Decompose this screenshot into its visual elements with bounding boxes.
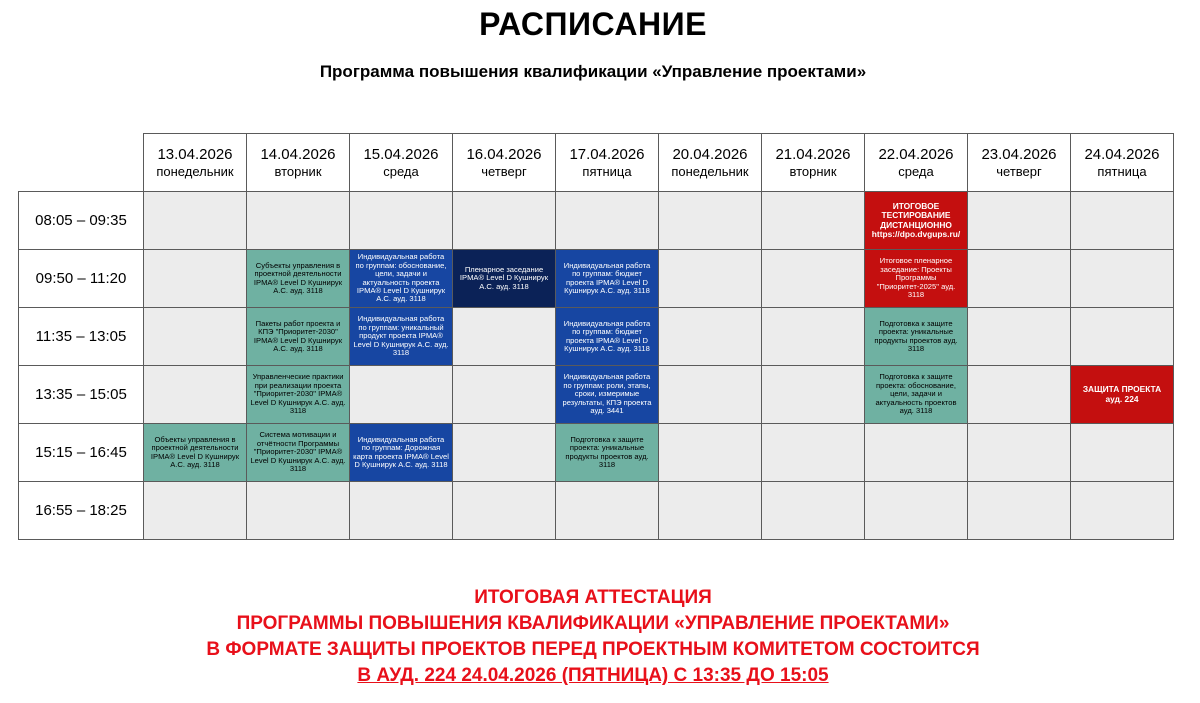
schedule-cell [865, 192, 968, 250]
empty-slot [968, 192, 1071, 250]
day-weekday: вторник [789, 164, 837, 179]
schedule-cell [556, 250, 659, 308]
day-date: 15.04.2026 [363, 146, 439, 163]
day-header [1071, 134, 1174, 192]
day-header [659, 134, 762, 192]
event-block: Пленарное заседание IPMA® Level D Кушнирук А.С. ауд. 3118 [453, 250, 555, 307]
time-slot-label: 15:15 – 16:45 [19, 424, 144, 482]
empty-slot [659, 308, 762, 366]
empty-slot [247, 482, 350, 540]
notice-line: ИТОГОВАЯ АТТЕСТАЦИЯ [474, 587, 712, 608]
schedule-cell [865, 250, 968, 308]
day-header [247, 134, 350, 192]
day-weekday: четверг [481, 164, 527, 179]
empty-slot [247, 192, 350, 250]
empty-slot [144, 250, 247, 308]
event-block: Индивидуальная работа по группам: бюджет проекта IPMA® Level D Кушнирук А.С. ауд. 3118 [556, 308, 658, 365]
empty-slot [350, 482, 453, 540]
schedule-cell [1071, 366, 1174, 424]
page-title: РАСПИСАНИЕ [479, 6, 707, 42]
empty-slot [968, 482, 1071, 540]
day-date: 14.04.2026 [260, 146, 336, 163]
empty-slot [1071, 308, 1174, 366]
time-row [19, 424, 1174, 482]
empty-slot [350, 192, 453, 250]
day-weekday: понедельник [671, 164, 749, 179]
day-header [453, 134, 556, 192]
schedule-cell [556, 424, 659, 482]
event-block: Объекты управления в проектной деятельности IPMA® Level D Кушнирук А.С. ауд. 3118 [144, 424, 246, 481]
empty-slot [762, 192, 865, 250]
empty-slot [1071, 424, 1174, 482]
event-block: Система мотивации и отчётности Программы "Приоритет-2030" IPMA® Level D Кушнирук А.С. ауд. 3118 [247, 424, 349, 481]
empty-slot [865, 424, 968, 482]
day-header [865, 134, 968, 192]
empty-slot [453, 308, 556, 366]
schedule-cell [350, 424, 453, 482]
schedule-cell [865, 366, 968, 424]
empty-slot [1071, 250, 1174, 308]
empty-slot [453, 424, 556, 482]
empty-slot [659, 192, 762, 250]
empty-slot [865, 482, 968, 540]
empty-slot [659, 366, 762, 424]
empty-slot [453, 192, 556, 250]
day-date: 23.04.2026 [981, 146, 1057, 163]
empty-slot [144, 192, 247, 250]
event-block: Индивидуальная работа по группам: уникальный продукт проекта IPMA® Level D Кушнирук А.С. ауд. 3118 [350, 308, 452, 365]
empty-slot [1071, 192, 1174, 250]
day-weekday: пятница [582, 164, 632, 179]
empty-slot [144, 366, 247, 424]
time-row [19, 482, 1174, 540]
empty-slot [762, 482, 865, 540]
empty-slot [968, 308, 1071, 366]
event-block: ИТОГОВОЕ ТЕСТИРОВАНИЕ ДИСТАНЦИОННО https://dpo.dvgups.ru/ [865, 192, 967, 249]
empty-slot [453, 482, 556, 540]
day-header [144, 134, 247, 192]
empty-slot [144, 482, 247, 540]
empty-slot [762, 250, 865, 308]
time-slot-label: 09:50 – 11:20 [19, 250, 144, 308]
time-slot-label: 13:35 – 15:05 [19, 366, 144, 424]
page-subtitle: Программа повышения квалификации «Управление проектами» [319, 62, 867, 81]
day-weekday: пятница [1097, 164, 1147, 179]
day-weekday: среда [898, 164, 934, 179]
day-header [350, 134, 453, 192]
day-date: 21.04.2026 [775, 146, 851, 163]
schedule-cell [865, 308, 968, 366]
event-block: Пакеты работ проекта и КПЭ "Приоритет-2030" IPMA® Level D Кушнирук А.С. ауд. 3118 [247, 308, 349, 365]
schedule-cell [247, 366, 350, 424]
event-block: Подготовка к защите проекта: уникальные продукты проектов ауд. 3118 [865, 308, 967, 365]
day-weekday: понедельник [156, 164, 234, 179]
schedule-cell [556, 366, 659, 424]
empty-slot [556, 482, 659, 540]
event-block: Индивидуальная работа по группам: обоснование, цели, задачи и актуальность проекта IPMA® Level D Кушнирук А.С. ауд. 3118 [350, 250, 452, 307]
day-header [556, 134, 659, 192]
event-block: Субъекты управления в проектной деятельности IPMA® Level D Кушнирук А.С. ауд. 3118 [247, 250, 349, 307]
final-attestation-notice [0, 585, 1186, 689]
time-row [19, 250, 1174, 308]
schedule-cell [350, 250, 453, 308]
event-block: Подготовка к защите проекта: обоснование, цели, задачи и актуальность проектов ауд. 3118 [865, 366, 967, 423]
empty-slot [968, 366, 1071, 424]
day-date: 22.04.2026 [878, 146, 954, 163]
day-date: 24.04.2026 [1084, 146, 1160, 163]
schedule-cell [247, 250, 350, 308]
empty-slot [762, 424, 865, 482]
header-row [19, 134, 1174, 192]
day-date: 20.04.2026 [672, 146, 748, 163]
time-row [19, 308, 1174, 366]
schedule-cell [350, 308, 453, 366]
event-block: Управленческие практики при реализации проекта "Приоритет-2030" IPMA® Level D Кушнирук А.С. ауд. 3118 [247, 366, 349, 423]
notice-line-underlined: В АУД. 224 24.04.2026 (ПЯТНИЦА) С 13:35 ДО 15:05 [357, 665, 829, 686]
empty-slot [556, 192, 659, 250]
schedule-cell [247, 424, 350, 482]
corner-cell [19, 134, 144, 192]
empty-slot [659, 424, 762, 482]
schedule-cell [453, 250, 556, 308]
schedule-cell [556, 308, 659, 366]
day-date: 13.04.2026 [157, 146, 233, 163]
empty-slot [659, 250, 762, 308]
event-block: Итоговое пленарное заседание: Проекты Программы "Приоритет-2025" ауд. 3118 [865, 250, 967, 307]
empty-slot [1071, 482, 1174, 540]
empty-slot [144, 308, 247, 366]
time-row [19, 366, 1174, 424]
day-weekday: вторник [274, 164, 322, 179]
empty-slot [453, 366, 556, 424]
day-date: 16.04.2026 [466, 146, 542, 163]
event-block: Индивидуальная работа по группам: бюджет проекта IPMA® Level D Кушнирук А.С. ауд. 3118 [556, 250, 658, 307]
time-slot-label: 16:55 – 18:25 [19, 482, 144, 540]
day-header [762, 134, 865, 192]
empty-slot [350, 366, 453, 424]
time-slot-label: 11:35 – 13:05 [19, 308, 144, 366]
event-block: ЗАЩИТА ПРОЕКТА ауд. 224 [1071, 366, 1173, 423]
schedule-cell [247, 308, 350, 366]
time-slot-label: 08:05 – 09:35 [19, 192, 144, 250]
schedule-table [18, 133, 1174, 540]
schedule-body [19, 192, 1174, 540]
empty-slot [968, 250, 1071, 308]
notice-line: ПРОГРАММЫ ПОВЫШЕНИЯ КВАЛИФИКАЦИИ «УПРАВЛЕНИЕ ПРОЕКТАМИ» [236, 613, 950, 634]
empty-slot [762, 366, 865, 424]
day-date: 17.04.2026 [569, 146, 645, 163]
day-weekday: четверг [996, 164, 1042, 179]
schedule-cell [144, 424, 247, 482]
event-block: Индивидуальная работа по группам: Дорожная карта проекта IPMA® Level D Кушнирук А.С. ауд. 3118 [350, 424, 452, 481]
day-header [968, 134, 1071, 192]
event-block: Подготовка к защите проекта: уникальные продукты проектов ауд. 3118 [556, 424, 658, 481]
event-block: Индивидуальная работа по группам: роли, этапы, сроки, измеримые результаты, КПЭ проекта ауд. 3441 [556, 366, 658, 423]
empty-slot [659, 482, 762, 540]
day-weekday: среда [383, 164, 419, 179]
time-row [19, 192, 1174, 250]
empty-slot [968, 424, 1071, 482]
empty-slot [762, 308, 865, 366]
notice-line: В ФОРМАТЕ ЗАЩИТЫ ПРОЕКТОВ ПЕРЕД ПРОЕКТНЫМ КОМИТЕТОМ СОСТОИТСЯ [206, 639, 980, 660]
